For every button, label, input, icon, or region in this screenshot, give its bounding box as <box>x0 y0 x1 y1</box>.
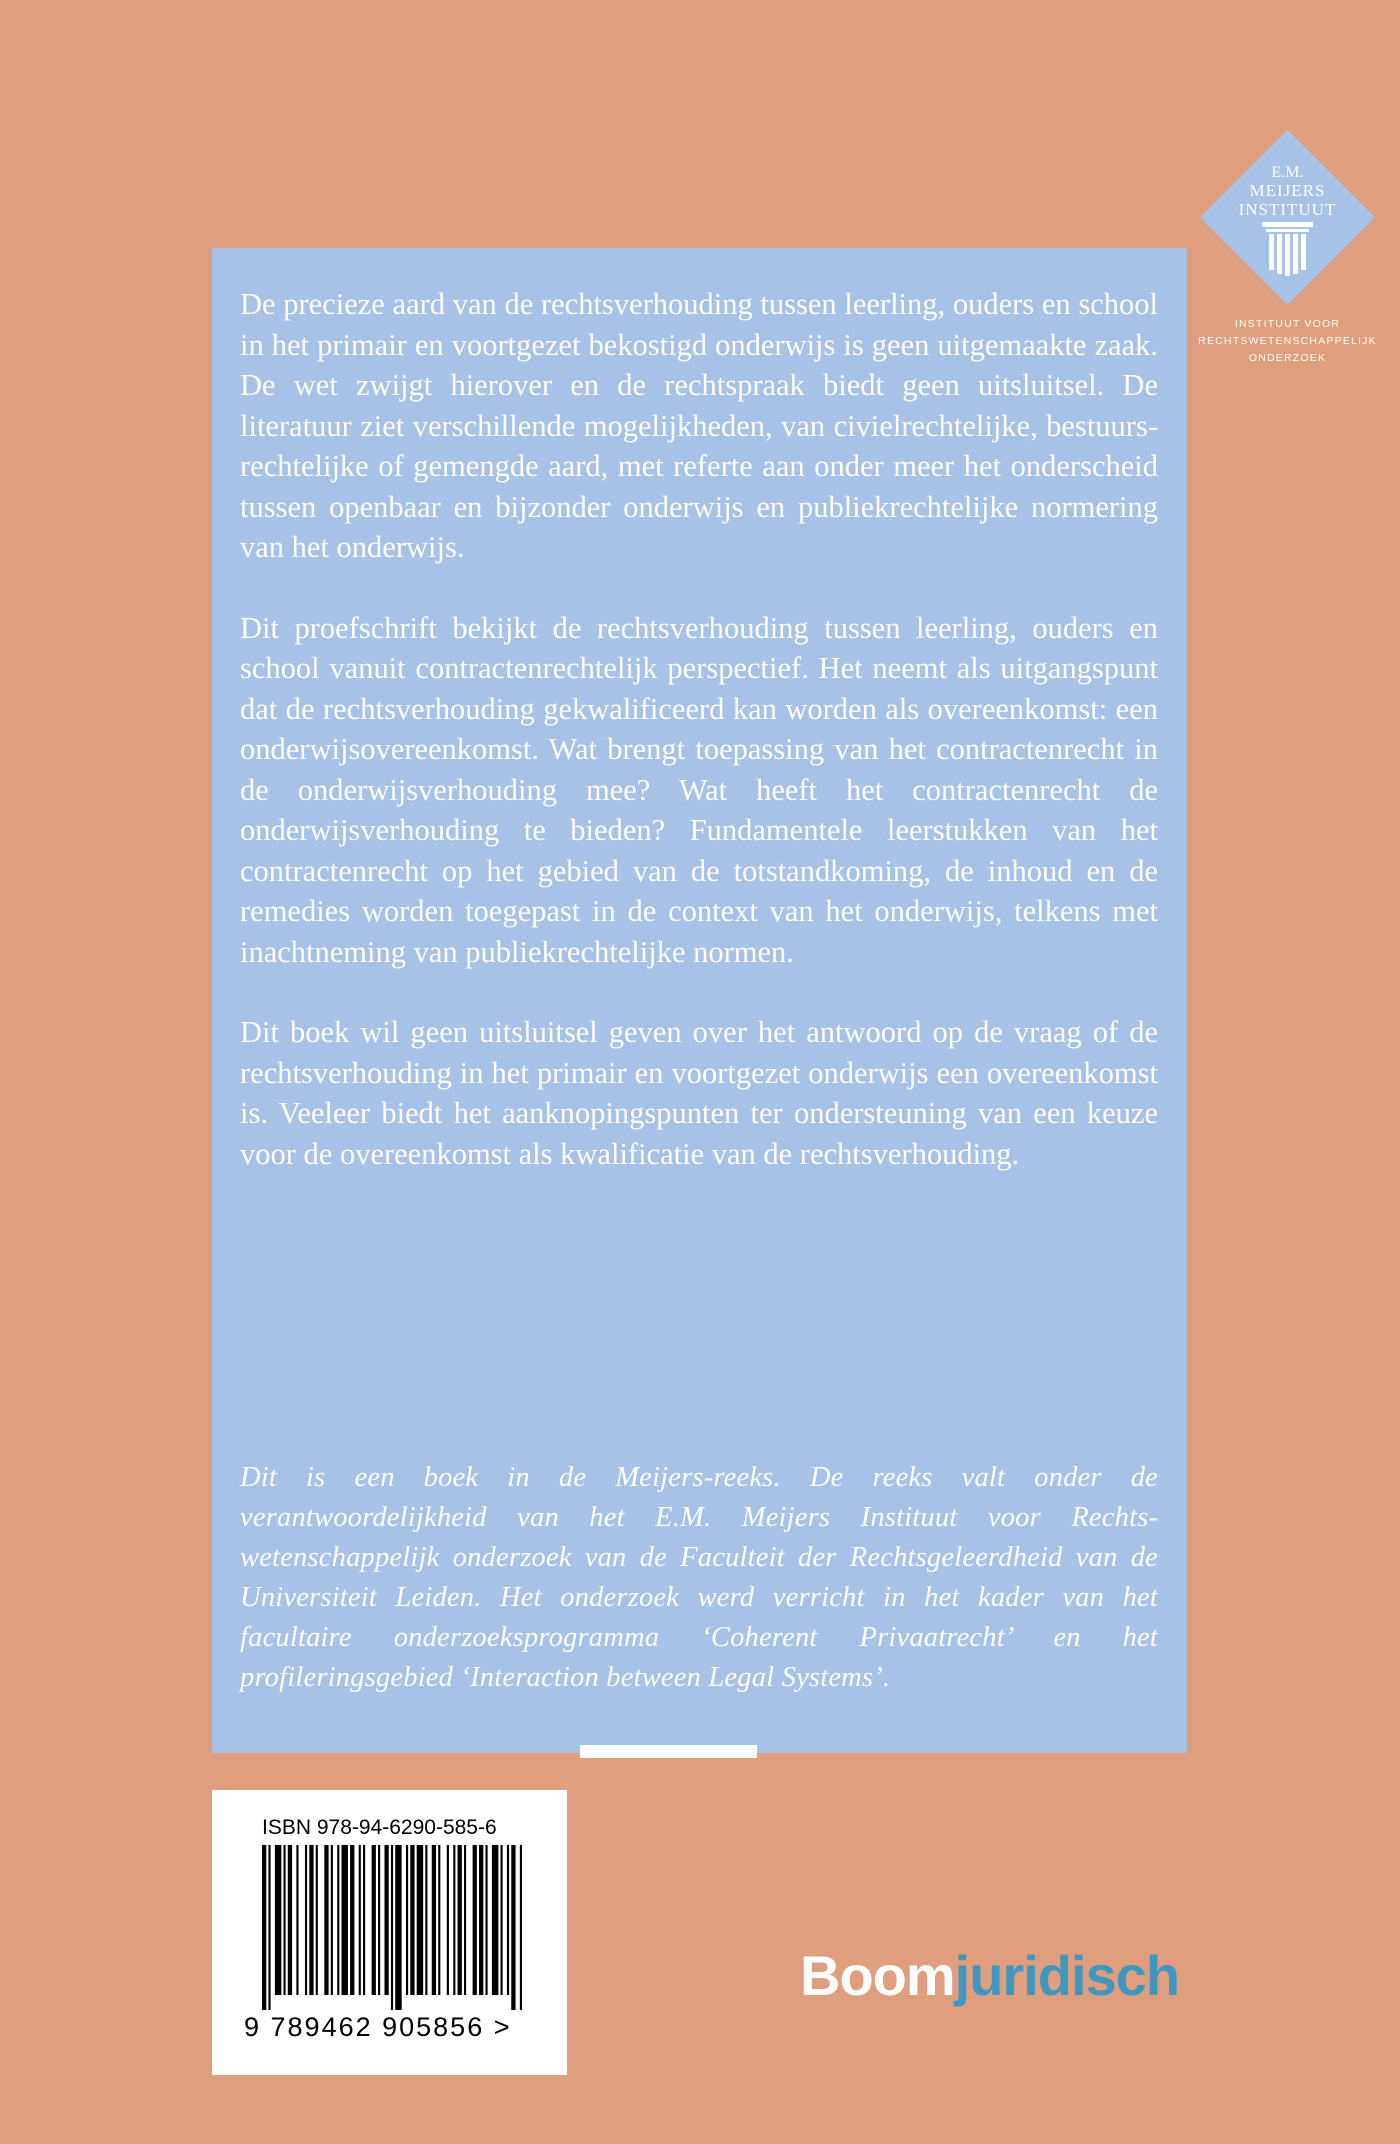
blurb-paragraph: Dit boek wil geen uitsluitsel geven over het antwoord op de vraag of de rechtsverhouding in het primair en voortgezet onderwijs een overeenkomst is. Veeleer biedt het aanknopingspunten ter ondersteuning van een keuze voor de overeenkomst als kwalificatie van de rechtsverhouding. <box>240 1015 1158 1171</box>
institute-emblem-icon <box>1200 130 1375 305</box>
back-cover-blurb <box>240 284 1158 1214</box>
barcode-icon <box>262 1845 522 2010</box>
publisher-logo <box>800 1943 1179 2008</box>
blurb-paragraph: De precieze aard van de rechtsverhouding tussen leerling, ouders en school in het primair en voortgezet bekostigd onderwijs is geen uitgemaakte zaak. De wet zwijgt hierover en de rechtspraak biedt geen uitsluitsel. De literatuur ziet verschillende mogelijkheden, van civielrechtelijke, bestuursrechtelijke of gemengde aard, met referte aan onder meer het onderscheid tussen openbaar en bijzonder onderwijs en publiekrechtelijke normering van het onderwijs. <box>240 287 1158 564</box>
logo-text-instituut: INSTITUUT <box>1238 200 1337 219</box>
logo-caption-line: INSTITUUT VOOR <box>1234 318 1341 330</box>
publisher-name-juridisch: juridisch <box>954 1944 1180 2007</box>
pillar-icon <box>1262 222 1313 276</box>
logo-caption <box>1180 316 1395 367</box>
logo-caption-line: RECHTSWETENSCHAPPELIJK <box>1198 335 1377 347</box>
barcode-digits: 9 789462 905856 > <box>244 2012 512 2042</box>
meijers-instituut-logo <box>1200 130 1375 370</box>
publisher-name-boom: Boom <box>800 1944 955 2007</box>
isbn-barcode-box <box>212 1790 567 2075</box>
panel-tab-strip <box>580 1745 757 1758</box>
blurb-paragraph: Dit proefschrift bekijkt de rechtsverhouding tussen leerling, ouders en school vanuit contractenrechtelijk perspectief. Het neemt als uitgangspunt dat de rechtsverhouding gekwalificeerd kan worden als overeenkomst: een onderwijsovereenkomst. Wat brengt toepassing van het contractenrecht in de onderwijsverhouding mee? Wat heeft het contractenrecht de onderwijsverhouding te bieden? Fundamentele leerstukken van het contractenrecht op het gebied van de totstandkoming, de inhoud en de remedies worden toegepast in de context van het onderwijs, telkens met inachtneming van publiekrechtelijke normen. <box>240 610 1158 969</box>
series-note <box>240 1458 1158 1698</box>
isbn-label: ISBN 978-94-6290-585-6 <box>262 1816 497 1839</box>
logo-text-em: E.M. <box>1271 164 1304 181</box>
logo-caption-line: ONDERZOEK <box>1248 352 1327 364</box>
logo-text-meijers: MEIJERS <box>1249 181 1326 200</box>
series-note-text: Dit is een boek in de Meijers-reeks. De reeks valt onder de verantwoordelijkheid van het E.M. Meijers Instituut voor Rechtswetenschappelijk onderzoek van de Faculteit der Rechtsgeleerdheid van de Universiteit Leiden. Het onderzoek werd verricht in het kader van het facultaire onderzoeksprogramma ‘Coherent Privaatrecht’ en het profileringsgebied ‘Interaction between Legal Systems’. <box>240 1462 1158 1693</box>
